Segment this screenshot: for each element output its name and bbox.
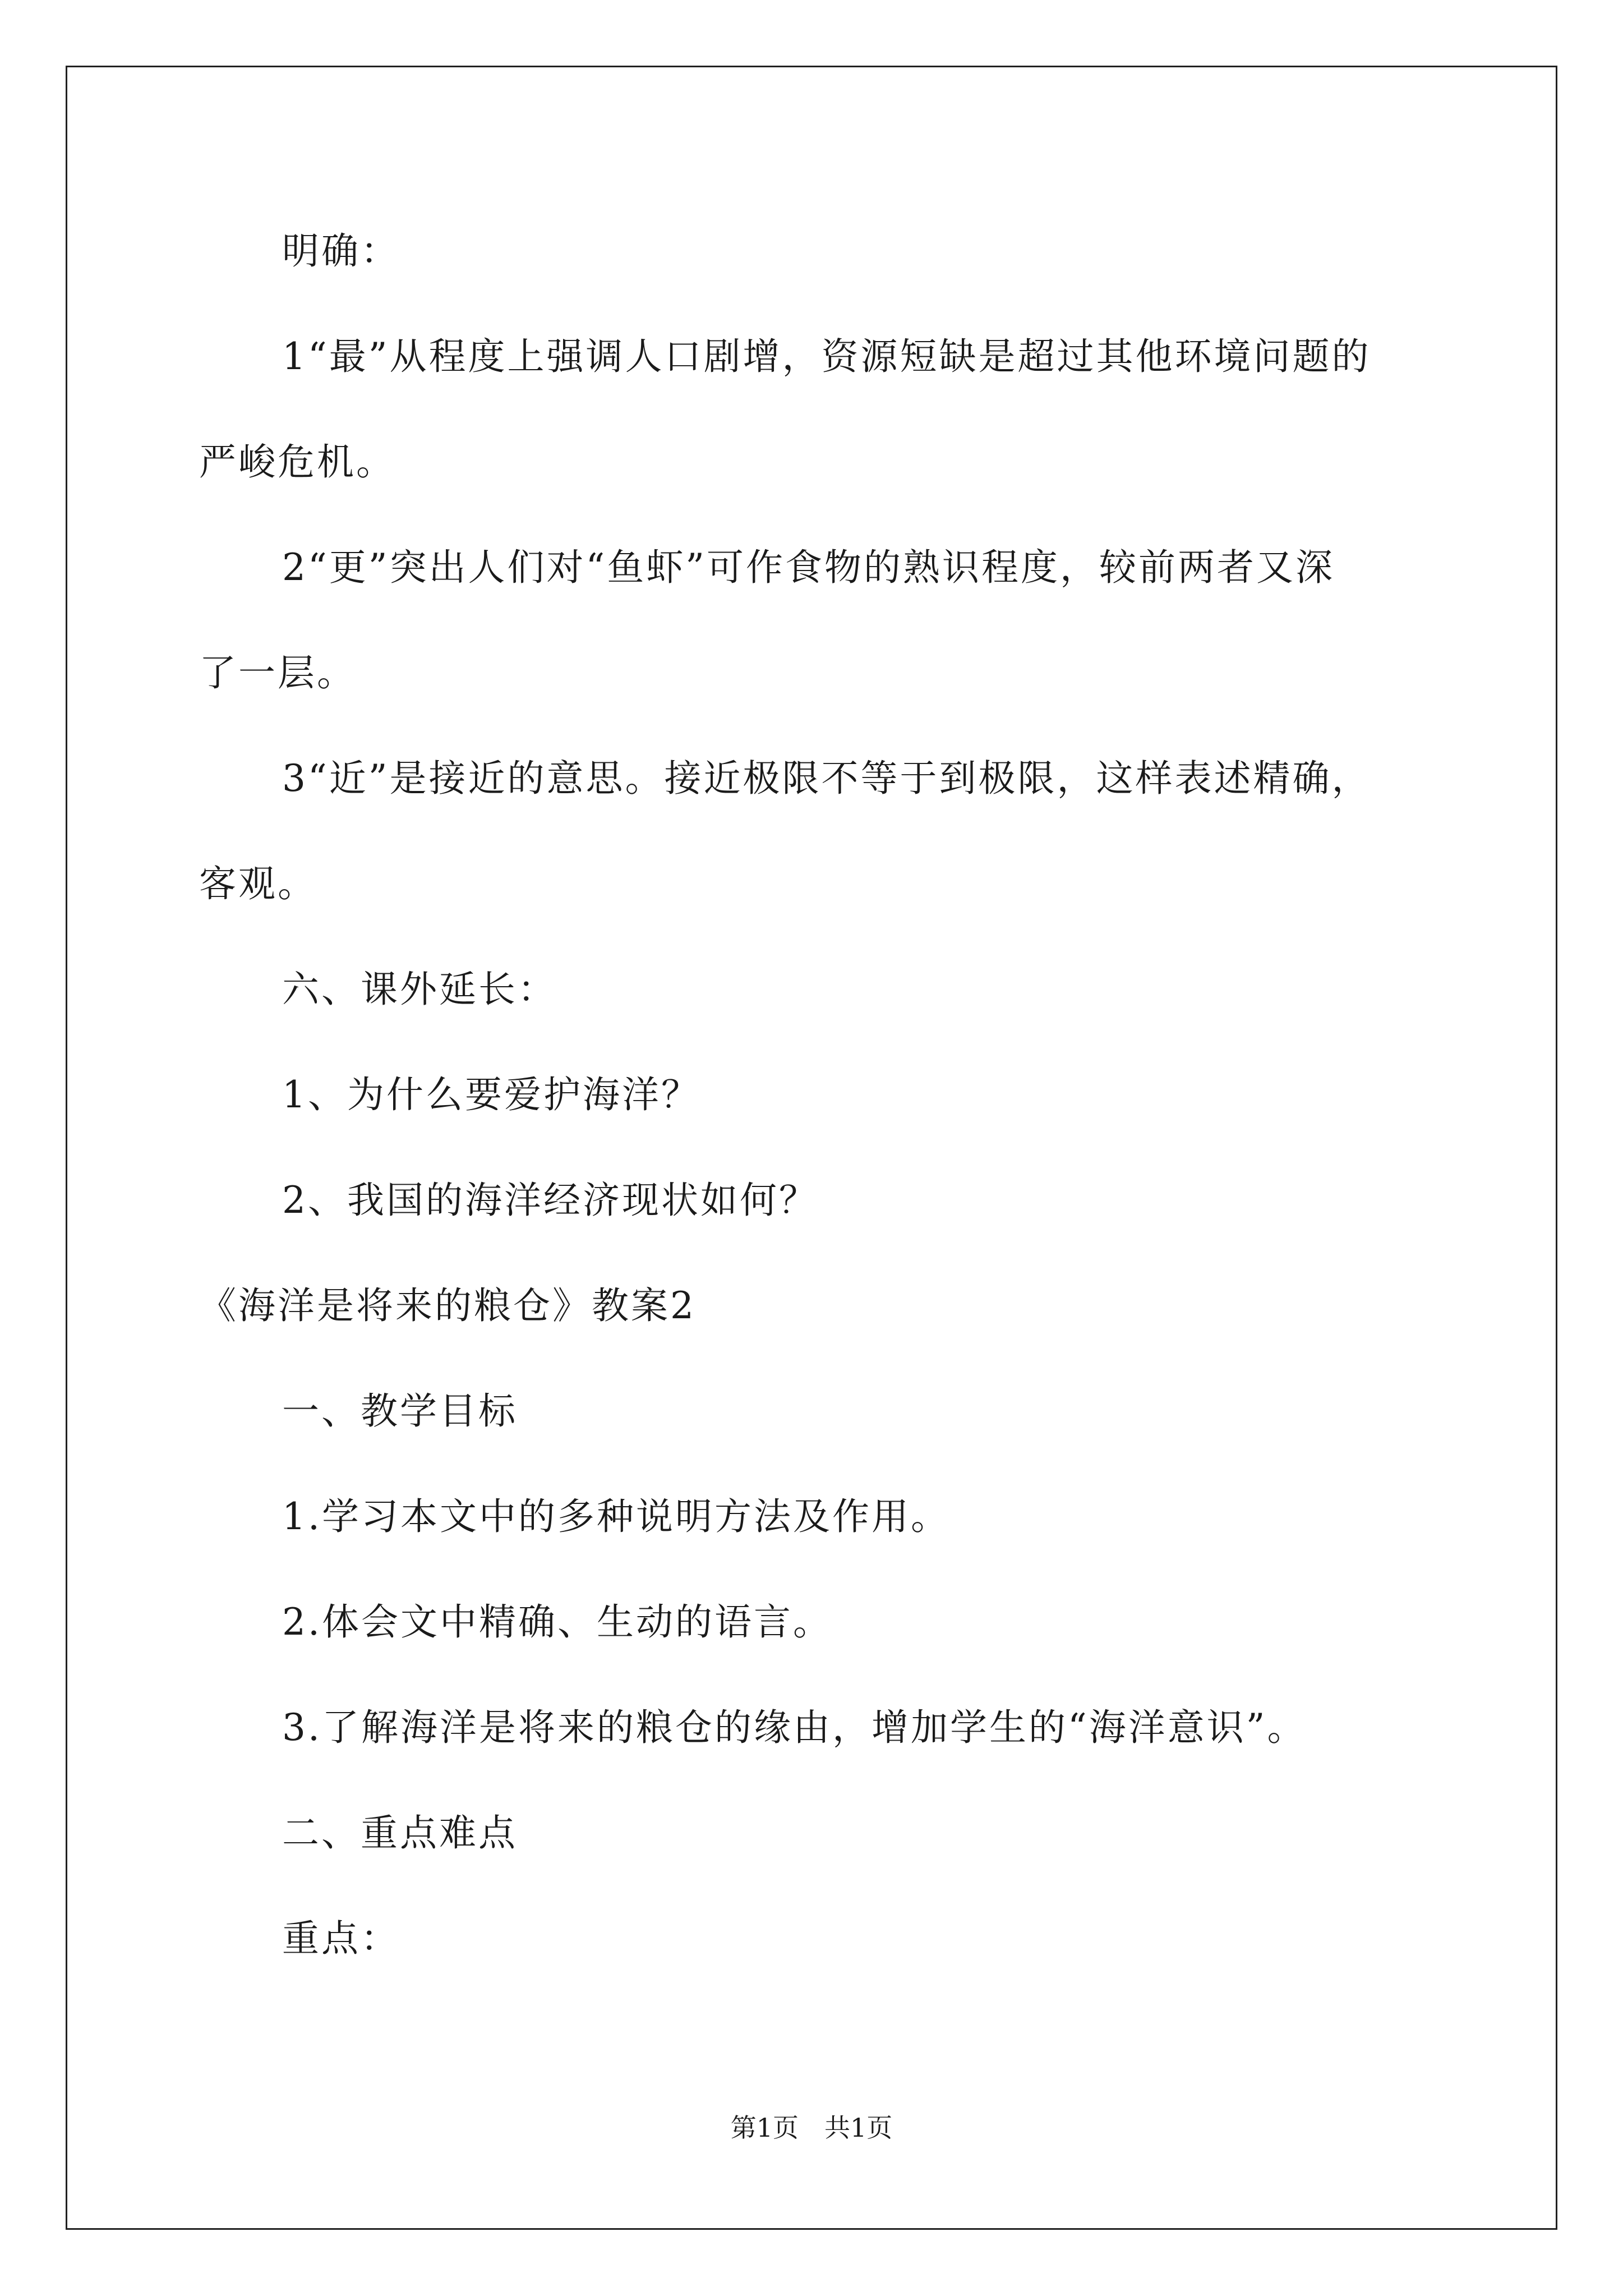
list-item: 1.学习本文中的多种说明方法及作用。 [282, 1495, 950, 1538]
paragraph-line: 明确： [282, 229, 400, 273]
section-heading: 六、课外延长： [282, 968, 557, 1011]
paragraph-line: 了一层。 [199, 651, 356, 694]
paragraph-line: 客观。 [199, 862, 317, 905]
paragraph-line: 3“近”是接近的意思。接近极限不等于到极限，这样表述精确， [282, 757, 1371, 800]
list-item: 2.体会文中精确、生动的语言。 [282, 1600, 832, 1644]
page-border [66, 66, 1557, 2230]
list-item: 2、我国的海洋经济现状如何？ [282, 1179, 818, 1222]
section-heading: 一、教学目标 [282, 1389, 518, 1433]
list-item: 3.了解海洋是将来的粮仓的缘由，增加学生的“海洋意识”。 [282, 1706, 1307, 1749]
paragraph-line: 严峻危机。 [199, 440, 395, 484]
page-number-footer: 第1页 共1页 [730, 2113, 893, 2143]
document-title: 《海洋是将来的粮仓》教案2 [199, 1284, 696, 1327]
list-item: 1、为什么要爱护海洋？ [282, 1073, 700, 1116]
section-heading: 二、重点难点 [282, 1811, 518, 1855]
subsection-label: 重点： [282, 1917, 400, 1960]
paragraph-line: 1“最”从程度上强调人口剧增，资源短缺是超过其他环境问题的 [282, 335, 1371, 378]
paragraph-line: 2“更”突出人们对“鱼虾”可作食物的熟识程度，较前两者又深 [282, 546, 1335, 589]
